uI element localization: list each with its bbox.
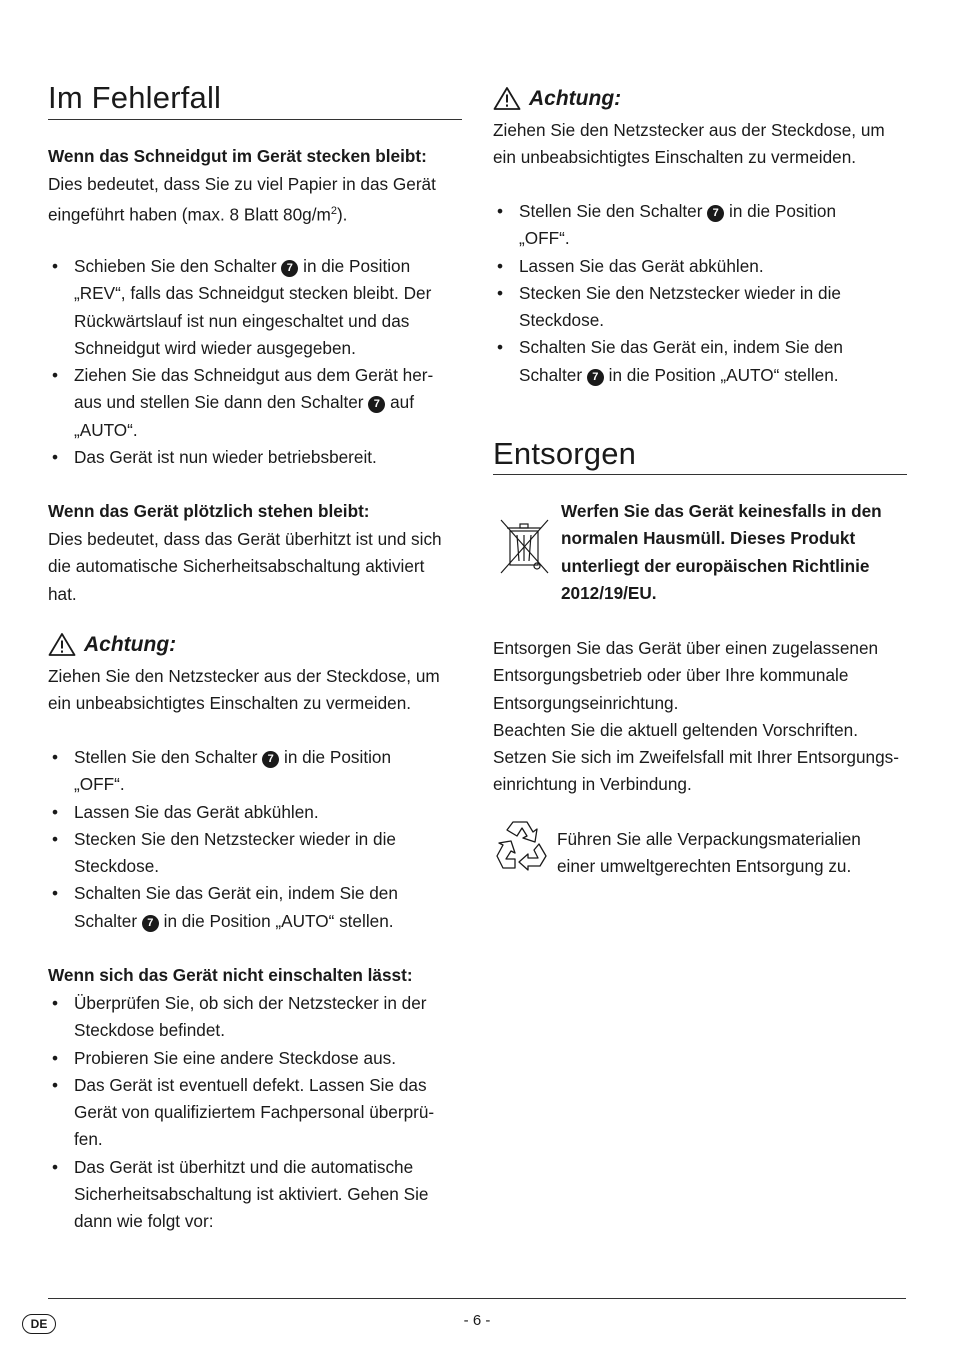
list-item: • Das Gerät ist eventuell defekt. Lassen Sie das Gerät von qualifiziertem Fachpersonal überprü- fen. bbox=[48, 1072, 462, 1154]
warning-paragraph: Ziehen Sie den Netzstecker aus der Steckdose, um ein unbeabsichtigtes Einschalten zu vermeiden. bbox=[48, 666, 440, 714]
subheading-stehen-bleibt: Wenn das Gerät plötzlich stehen bleibt: bbox=[48, 501, 370, 521]
bullet-list-warning bbox=[48, 744, 462, 935]
disposal-paragraph: Entsorgen Sie das Gerät über einen zugelassenen Entsorgungsbetrieb oder über Ihre kommunale Entsorgungseinrichtung. Beachten Sie die aktuell geltenden Vorschriften. Setzen Sie sich im Zweifelsfall mit Ihrer Entsorgungs- einrichtung in Verbindung. bbox=[493, 638, 899, 795]
title-underline bbox=[48, 119, 462, 120]
list-item: • Probieren Sie eine andere Steckdose aus. bbox=[48, 1045, 462, 1072]
warning-triangle-icon bbox=[493, 86, 521, 111]
crossed-out-bin-icon bbox=[498, 517, 552, 580]
list-item: • Stecken Sie den Netzstecker wieder in die Steckdose. bbox=[48, 826, 462, 881]
section-title-entsorgen: Entsorgen bbox=[493, 436, 637, 471]
warning-heading: Achtung: bbox=[48, 632, 176, 657]
warning-heading: Achtung: bbox=[493, 86, 621, 111]
page-number: - 6 - bbox=[463, 1312, 491, 1329]
subheading-schneidgut: Wenn das Schneidgut im Gerät stecken bleibt: bbox=[48, 146, 427, 166]
section-title-fehlerfall: Im Fehlerfall bbox=[48, 80, 222, 115]
list-item: • Schieben Sie den Schalter 7 in die Position „REV“, falls das Schneidgut stecken bleibt. Der Rückwärtslauf ist nun eingeschaltet und das Schneidgut wird wieder ausgegeben. bbox=[48, 253, 462, 362]
bullet-list-einschalten bbox=[48, 990, 462, 1236]
list-item: • Stellen Sie den Schalter 7 in die Position „OFF“. bbox=[493, 198, 907, 253]
bullet-list-schneidgut bbox=[48, 253, 462, 471]
switch-number-badge: 7 bbox=[707, 205, 724, 222]
list-item: • Stellen Sie den Schalter 7 in die Position „OFF“. bbox=[48, 744, 462, 799]
list-item: • Schalten Sie das Gerät ein, indem Sie den Schalter 7 in die Position „AUTO“ stellen. bbox=[48, 880, 462, 935]
switch-number-badge: 7 bbox=[142, 915, 159, 932]
title-underline bbox=[493, 474, 907, 475]
list-item: • Lassen Sie das Gerät abkühlen. bbox=[48, 799, 462, 826]
list-item: • Das Gerät ist nun wieder betriebsbereit. bbox=[48, 444, 462, 471]
language-badge: DE bbox=[22, 1314, 56, 1334]
recycling-icon bbox=[493, 818, 551, 879]
switch-number-badge: 7 bbox=[262, 751, 279, 768]
list-item: • Überprüfen Sie, ob sich der Netzstecker in der Steckdose befindet. bbox=[48, 990, 462, 1045]
footer-rule bbox=[48, 1298, 906, 1299]
list-item: • Lassen Sie das Gerät abkühlen. bbox=[493, 253, 907, 280]
switch-number-badge: 7 bbox=[587, 369, 604, 386]
recycling-notice: Führen Sie alle Verpackungsmaterialien einer umweltgerechten Entsorgung zu. bbox=[557, 829, 861, 877]
bullet-list-warning bbox=[493, 198, 907, 389]
paragraph-schneidgut: Dies bedeutet, dass Sie zu viel Papier in das Gerät eingeführt haben (max. 8 Blatt $80g/m^2$). bbox=[48, 174, 436, 226]
warning-paragraph: Ziehen Sie den Netzstecker aus der Steckdose, um ein unbeabsichtigtes Einschalten zu vermeiden. bbox=[493, 120, 885, 168]
list-item: • Ziehen Sie das Schneidgut aus dem Gerät her- aus und stellen Sie dann den Schalter 7 auf „AUTO“. bbox=[48, 362, 462, 444]
weee-notice: Werfen Sie das Gerät keinesfalls in den normalen Hausmüll. Dieses Produkt unterliegt der europäischen Richtlinie 2012/19/EU. bbox=[561, 501, 882, 603]
list-item: • Schalten Sie das Gerät ein, indem Sie den Schalter 7 in die Position „AUTO“ stellen. bbox=[493, 334, 907, 389]
switch-number-badge: 7 bbox=[281, 260, 298, 277]
list-item: • Das Gerät ist überhitzt und die automatische Sicherheitsabschaltung ist aktiviert. Gehen Sie dann wie folgt vor: bbox=[48, 1154, 462, 1236]
subheading-nicht-einschalten: Wenn sich das Gerät nicht einschalten lässt: bbox=[48, 965, 413, 985]
paragraph-stehen-bleibt: Dies bedeutet, dass das Gerät überhitzt ist und sich die automatische Sicherheitsabschaltung aktiviert hat. bbox=[48, 529, 442, 604]
warning-triangle-icon bbox=[48, 632, 76, 657]
list-item: • Stecken Sie den Netzstecker wieder in die Steckdose. bbox=[493, 280, 907, 335]
switch-number-badge: 7 bbox=[368, 396, 385, 413]
